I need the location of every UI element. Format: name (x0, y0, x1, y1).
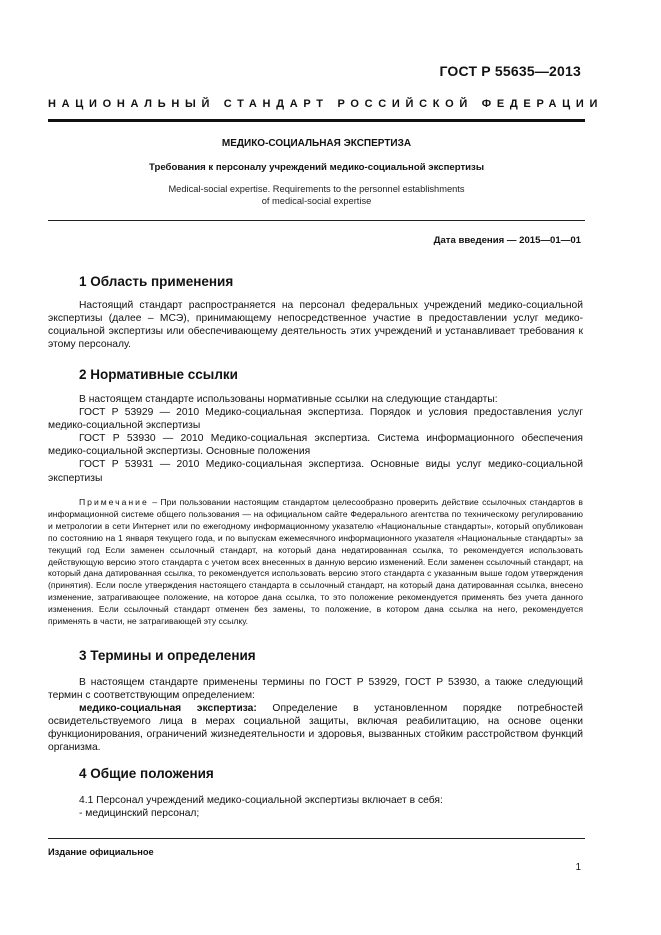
document-title: МЕДИКО-СОЦИАЛЬНАЯ ЭКСПЕРТИЗА (221, 138, 412, 149)
section-2-note (48, 497, 583, 628)
section-4-item: 4.1 Персонал учреждений медико-социальной экспертизы включает в себя: (79, 795, 443, 806)
section-2-body (48, 393, 583, 485)
section-4-body (48, 794, 583, 820)
official-edition-label: Издание официальное (48, 847, 154, 857)
page-number: 1 (575, 862, 581, 873)
section-1-paragraph: Настоящий стандарт распространяется на персонал федеральных учреждений медико-социальной экспертизы (далее – МСЭ), принимающему непосредственное участие в предоставлении услуг медико-социальной экспертизы или обеспечивающему деятельность этих учреждений и устанавливает требования к этому персоналу. (48, 300, 583, 351)
section-4-item: - медицинский персонал; (79, 808, 200, 820)
english-title-line-1: Medical-social expertise. Requirements to the personnel establishments (168, 184, 465, 194)
title-divider (48, 220, 585, 221)
term-definition-text: Определение в установленном порядке потребностей освидетельствуемого лица в мерах социальной защиты, включая реабилитацию, на основе оценки функционирования, ограничений жизнедеятельности и здоровья, вызванных стойким расстройством функций организма. (48, 703, 583, 754)
section-3-body (48, 676, 583, 755)
english-title-line-2: of medical-social expertise (261, 196, 372, 206)
document-subtitle: Требования к персоналу учреждений медико-социальной экспертизы (148, 162, 485, 173)
introduction-date: Дата введения — 2015—01—01 (433, 235, 581, 246)
term-name: медико-социальная экспертиза: (79, 703, 257, 715)
national-standard-banner: НАЦИОНАЛЬНЫЙ СТАНДАРТ РОССИЙСКОЙ ФЕДЕРАЦИИ (48, 98, 604, 110)
footer-divider (48, 838, 585, 839)
reference-item: ГОСТ Р 53929 — 2010 Медико-социальная экспертиза. Порядок и условия предоставления услуг медико-социальной экспертизы (48, 407, 583, 432)
references-intro: В настоящем стандарте использованы нормативные ссылки на следующие стандарты: (79, 394, 498, 405)
terms-intro: В настоящем стандарте применены термины по ГОСТ Р 53929, ГОСТ Р 53930, а также следующий термин с соответствующим определением: (48, 677, 583, 702)
reference-item: ГОСТ Р 53930 — 2010 Медико-социальная экспертиза. Система информационного обеспечения медико-социальной экспертизы. Основные положения (48, 433, 583, 458)
section-1-body (48, 299, 583, 351)
top-divider (48, 119, 585, 122)
section-4-heading: 4 Общие положения (79, 766, 214, 781)
section-3-heading: 3 Термины и определения (79, 648, 256, 663)
section-2-heading: 2 Нормативные ссылки (79, 367, 238, 382)
reference-item: ГОСТ Р 53931 — 2010 Медико-социальная экспертиза. Основные виды услуг медико-социальной экспертизы (48, 459, 583, 484)
section-1-heading: 1 Область применения (79, 274, 234, 289)
note-text: – При пользовании настоящим стандартом целесообразно проверить действие ссылочных стандартов в информационной системе общего пользования — на официальном сайте Федерального агентства по техническому регулированию и метрологии в сети Интернет или по ежегодному информационному указателю «Национальные стандарты», который опубликован по состоянию на 1 января текущего года, и по выпускам ежемесячного информационного указателя «Национальные стандарты» за текущий год Если заменен ссылочный стандарт, на который дана недатированная ссылка, то рекомендуется использовать действующую версию этого стандарта с учетом всех внесенных в данную версию изменений. Если заменен ссылочный стандарт, на который дана датированная ссылка, то рекомендуется использовать версию этого стандарта с указанным выше годом утверждения (принятия). Если после утверждения настоящего стандарта в ссылочный стандарт, на который дана датированная ссылка, внесено изменение, затрагивающее положение, на которое дана ссылка, то это положение рекомендуется применять без учета данного изменения. Если ссылочный стандарт отменен без замены, то положение, в котором дана ссылка на него, рекомендуется применять в части, не затрагивающей эту ссылку. (48, 497, 583, 627)
term-definition (48, 702, 583, 754)
note-label: Примечание (79, 497, 149, 507)
gost-code: ГОСТ Р 55635—2013 (439, 63, 581, 79)
